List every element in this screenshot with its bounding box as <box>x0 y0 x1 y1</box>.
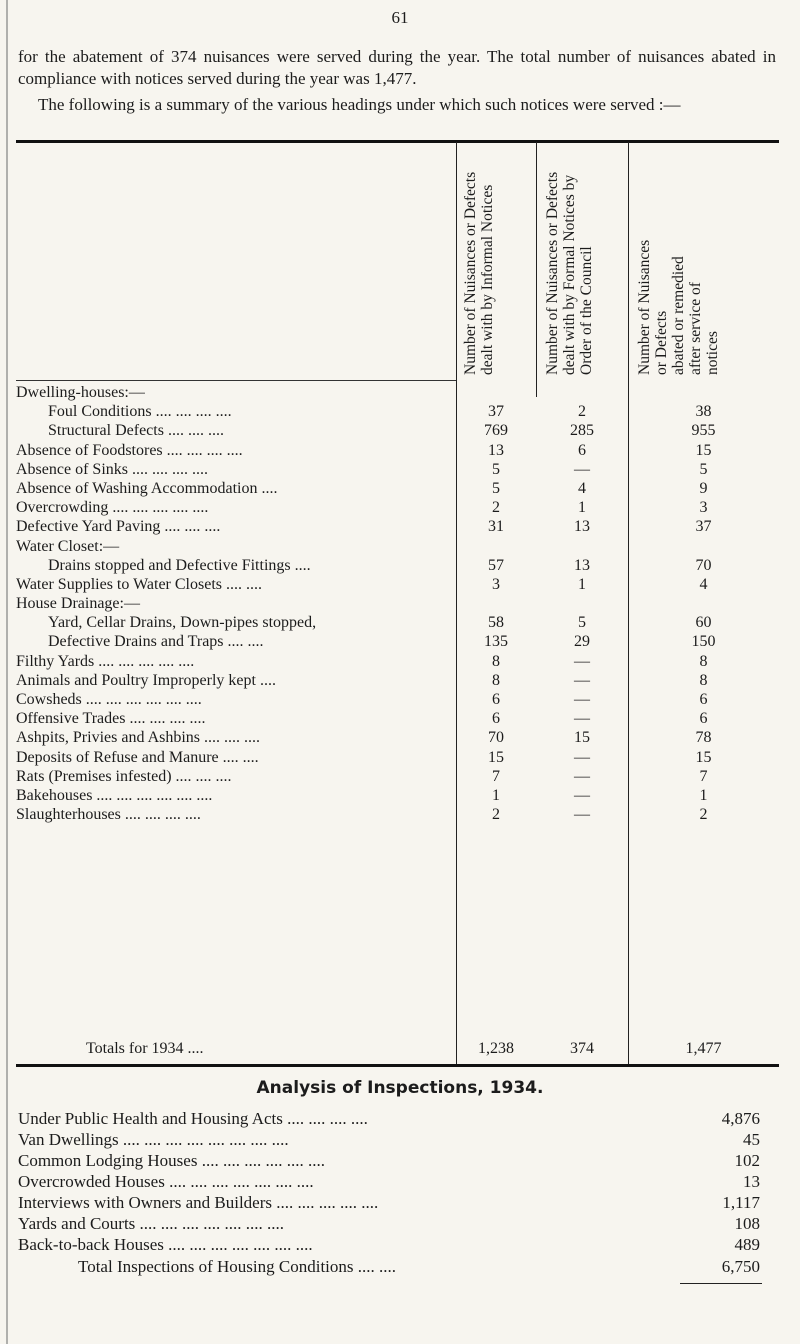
abated-count: 955 <box>691 422 716 440</box>
abated-count: 15 <box>695 441 712 459</box>
abated-count: 5 <box>699 460 708 478</box>
abated-count: 3 <box>699 499 708 517</box>
total-underline <box>680 1283 762 1284</box>
abated-count: 15 <box>695 748 712 766</box>
table-row <box>16 479 779 498</box>
formal-count: — <box>574 767 590 785</box>
column-header-abated <box>636 150 776 375</box>
row-label: Drains stopped and Defective Fittings .... <box>48 556 311 574</box>
informal-count: 31 <box>488 518 504 536</box>
row-label: Absence of Sinks .... .... .... .... <box>16 460 208 478</box>
table-row <box>16 709 779 728</box>
informal-count: 8 <box>492 652 500 670</box>
table-row <box>16 671 779 690</box>
analysis-item-value: 13 <box>743 1172 760 1191</box>
row-label: Bakehouses .... .... .... .... .... .... <box>16 786 213 804</box>
row-label: Cowsheds .... .... .... .... .... .... <box>16 691 202 708</box>
formal-count: 29 <box>574 633 590 651</box>
table-row <box>16 441 779 460</box>
row-label: Ashpits, Privies and Ashbins .... .... .... <box>16 729 261 747</box>
informal-count: 769 <box>484 422 508 440</box>
row-label: Dwelling-houses:— <box>16 384 145 401</box>
table-row <box>16 613 779 632</box>
totals-informal: 1,238 <box>478 1040 514 1057</box>
table-totals-row <box>16 1040 779 1060</box>
column-divider-2 <box>536 142 537 397</box>
informal-count: 7 <box>492 767 500 785</box>
formal-count: — <box>574 652 590 670</box>
formal-count: — <box>574 671 590 689</box>
analysis-title: Analysis of Inspections, 1934. <box>256 1078 544 1098</box>
informal-count: 58 <box>488 614 504 632</box>
analysis-item <box>18 1234 760 1255</box>
informal-count: 2 <box>492 806 500 824</box>
analysis-item-label: Yards and Courts .... .... .... .... .... .... .... <box>18 1214 285 1233</box>
formal-count: — <box>574 460 590 478</box>
column-header-abated-line-3: abated or remedied <box>670 256 687 375</box>
header-bottom-rule <box>16 380 456 381</box>
abated-count: 8 <box>699 671 708 689</box>
abated-count: 6 <box>699 691 708 708</box>
informal-count: 1 <box>492 786 500 804</box>
informal-count: 3 <box>492 575 500 593</box>
table-row <box>16 498 779 517</box>
row-label: Defective Drains and Traps .... .... <box>48 633 264 651</box>
informal-count: 5 <box>492 460 500 478</box>
analysis-total-label: Total Inspections of Housing Conditions .... .... <box>78 1257 397 1276</box>
abated-count: 1 <box>699 786 708 804</box>
formal-count: 13 <box>574 556 590 574</box>
table-row <box>16 632 779 651</box>
intro-paragraph-2: The following is a summary of the various headings under which such notices were served :— <box>38 95 681 114</box>
informal-count: 135 <box>484 633 508 651</box>
formal-count: 4 <box>578 479 586 497</box>
analysis-item-label: Van Dwellings .... .... .... .... .... .... .... .... <box>18 1130 289 1149</box>
formal-count: 1 <box>578 575 586 593</box>
formal-count: — <box>574 710 590 728</box>
row-label: Deposits of Refuse and Manure .... .... <box>16 748 259 766</box>
row-label: Rats (Premises infested) .... .... .... <box>16 767 232 785</box>
analysis-item-label: Back-to-back Houses .... .... .... .... .... .... .... <box>18 1235 313 1254</box>
table-row <box>16 805 779 824</box>
table-row <box>16 690 779 709</box>
formal-count: — <box>574 748 590 766</box>
row-label: Yard, Cellar Drains, Down-pipes stopped, <box>48 614 317 632</box>
abated-count: 2 <box>699 806 708 824</box>
row-label: House Drainage:— <box>16 595 140 613</box>
row-label: Animals and Poultry Improperly kept .... <box>16 671 276 689</box>
table-row <box>16 517 779 536</box>
formal-count: 2 <box>578 403 586 421</box>
totals-formal: 374 <box>570 1040 594 1057</box>
row-label: Absence of Foodstores .... .... .... .... <box>16 441 243 459</box>
intro-paragraph-1: for the abatement of 374 nuisances were served during the year. The total number of nuisances abated in compliance with notices served during the year was 1,477. <box>18 47 776 88</box>
table-row <box>16 575 779 594</box>
table-top-rule <box>16 140 779 143</box>
informal-count: 15 <box>488 748 504 766</box>
analysis-item-value: 4,876 <box>721 1109 760 1128</box>
abated-count: 78 <box>695 729 712 747</box>
table-row <box>16 383 779 402</box>
analysis-item-value: 45 <box>743 1130 760 1149</box>
informal-count: 13 <box>488 441 504 459</box>
informal-count: 6 <box>492 691 500 708</box>
analysis-item <box>18 1108 760 1129</box>
totals-abated: 1,477 <box>685 1040 722 1057</box>
table-row <box>16 537 779 556</box>
formal-count: 13 <box>574 518 590 536</box>
analysis-item <box>18 1213 760 1234</box>
abated-count: 6 <box>699 710 708 728</box>
table-bottom-rule <box>16 1064 779 1067</box>
formal-count: 6 <box>578 441 586 459</box>
column-header-abated-line-4: after service of <box>687 282 704 375</box>
formal-count: — <box>574 691 590 708</box>
analysis-item-label: Under Public Health and Housing Acts .... .... .... .... <box>18 1109 368 1128</box>
row-label: Foul Conditions .... .... .... .... <box>48 403 232 421</box>
column-header-abated-line-2: or Defects <box>653 310 670 375</box>
analysis-item-value: 1,117 <box>722 1193 760 1212</box>
nuisances-table-body <box>16 383 779 824</box>
abated-count: 60 <box>695 614 712 632</box>
row-label: Absence of Washing Accommodation .... <box>16 479 278 497</box>
formal-count: — <box>574 806 590 824</box>
informal-count: 5 <box>492 479 500 497</box>
analysis-total-value: 6,750 <box>721 1257 760 1276</box>
abated-count: 9 <box>699 479 708 497</box>
analysis-item <box>18 1192 760 1213</box>
column-header-informal: Number of Nuisances or Defects dealt with by Informal Notices <box>462 171 496 375</box>
table-row <box>16 652 779 671</box>
column-header-formal: Number of Nuisances or Defects dealt with by Formal Notices by Order of the Council <box>544 171 595 375</box>
informal-count: 6 <box>492 710 500 728</box>
formal-count: 1 <box>578 499 586 517</box>
row-label: Structural Defects .... .... .... <box>48 422 224 440</box>
informal-count: 70 <box>488 729 504 747</box>
row-label: Water Supplies to Water Closets .... .... <box>16 575 262 593</box>
abated-count: 7 <box>699 767 708 785</box>
analysis-item-label: Overcrowded Houses .... .... .... .... .... .... .... <box>18 1172 314 1191</box>
informal-count: 2 <box>492 499 500 517</box>
column-header-abated-line-5: notices <box>704 331 721 375</box>
analysis-item-value: 102 <box>734 1151 760 1170</box>
abated-count: 70 <box>695 556 712 574</box>
row-label: Filthy Yards .... .... .... .... .... <box>16 652 195 670</box>
table-row <box>16 594 779 613</box>
analysis-item-label: Common Lodging Houses .... .... .... .... .... .... <box>18 1151 325 1170</box>
informal-count: 57 <box>488 556 504 574</box>
row-label: Defective Yard Paving .... .... .... <box>16 518 221 536</box>
formal-count: — <box>574 786 590 804</box>
abated-count: 8 <box>699 652 708 670</box>
analysis-list <box>18 1108 760 1255</box>
table-row <box>16 748 779 767</box>
table-row <box>16 767 779 786</box>
analysis-item <box>18 1171 760 1192</box>
row-label: Overcrowding .... .... .... .... .... <box>16 499 209 517</box>
abated-count: 37 <box>695 518 712 536</box>
table-row <box>16 556 779 575</box>
table-row <box>16 728 779 747</box>
analysis-item-value: 108 <box>734 1214 760 1233</box>
abated-count: 4 <box>699 575 708 593</box>
table-row <box>16 460 779 479</box>
table-row <box>16 786 779 805</box>
row-label: Offensive Trades .... .... .... .... <box>16 710 206 728</box>
informal-count: 37 <box>488 403 504 421</box>
table-row <box>16 402 779 421</box>
abated-count: 38 <box>695 403 712 421</box>
informal-count: 8 <box>492 671 500 689</box>
page-edge-bar <box>6 0 8 1344</box>
formal-count: 15 <box>574 729 590 747</box>
analysis-total-row <box>78 1257 760 1279</box>
row-label: Slaughterhouses .... .... .... .... <box>16 806 201 824</box>
formal-count: 285 <box>570 422 594 440</box>
analysis-item <box>18 1129 760 1150</box>
page-number: 61 <box>391 8 409 27</box>
column-header-abated-line-1: Number of Nuisances <box>636 239 653 375</box>
formal-count: 5 <box>578 614 586 632</box>
row-label: Water Closet:— <box>16 537 120 555</box>
totals-label: Totals for 1934 .... <box>86 1040 204 1057</box>
abated-count: 150 <box>691 633 716 651</box>
table-row <box>16 421 779 440</box>
analysis-item-label: Interviews with Owners and Builders .... .... .... .... .... <box>18 1193 379 1212</box>
analysis-item-value: 489 <box>734 1235 760 1254</box>
analysis-item <box>18 1150 760 1171</box>
